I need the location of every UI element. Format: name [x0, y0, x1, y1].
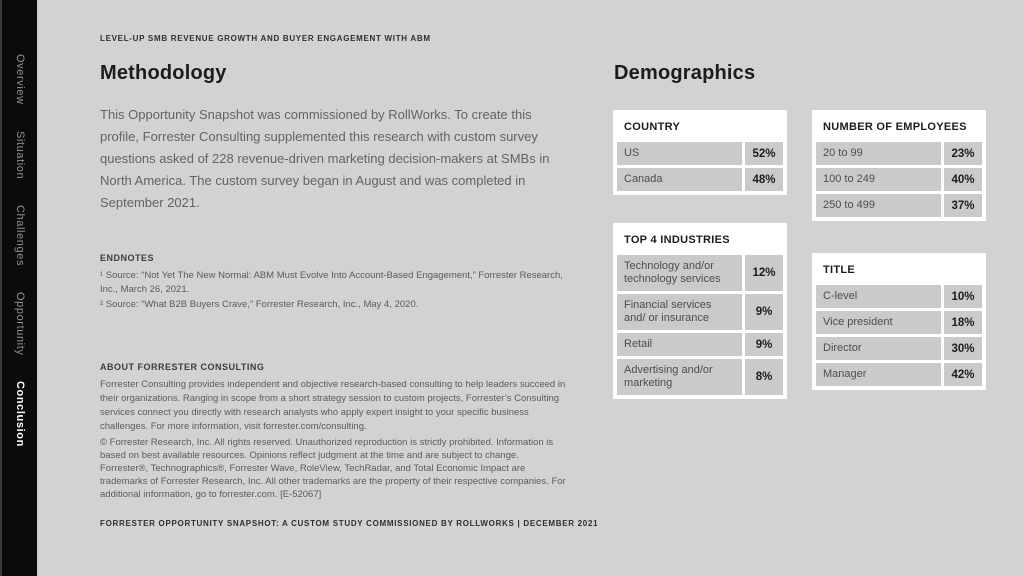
sidebar-item-opportunity[interactable]: Opportunity: [14, 291, 26, 356]
row-value: 48%: [745, 168, 783, 191]
about-forrester-heading: ABOUT FORRESTER CONSULTING: [100, 362, 265, 372]
row-value: 10%: [944, 285, 982, 308]
row-label: US: [617, 142, 742, 165]
row-label: Director: [816, 337, 941, 360]
row-label: Vice president: [816, 311, 941, 334]
row-label: 250 to 499: [816, 194, 941, 217]
row-value: 18%: [944, 311, 982, 334]
row-label: Advertising and/or marketing: [617, 359, 742, 395]
table-row: [617, 168, 783, 191]
title-table: [812, 253, 986, 390]
endnotes-heading: ENDNOTES: [100, 253, 155, 263]
table-row: [816, 311, 982, 334]
row-label: C-level: [816, 285, 941, 308]
demographics-heading: Demographics: [614, 62, 756, 84]
methodology-heading: Methodology: [100, 62, 227, 84]
table-row: [816, 363, 982, 386]
table-row: [617, 294, 783, 330]
row-value: 30%: [944, 337, 982, 360]
table-row: [617, 333, 783, 356]
sidebar-item-challenges[interactable]: Challenges: [14, 204, 26, 266]
row-value: 23%: [944, 142, 982, 165]
row-value: 12%: [745, 255, 783, 291]
employees-table: [812, 110, 986, 221]
table-row: [816, 337, 982, 360]
endnote-2: ² Source: “What B2B Buyers Crave,” Forrester Research, Inc., May 4, 2020.: [100, 299, 419, 310]
employees-table-header: NUMBER OF EMPLOYEES: [816, 114, 982, 139]
row-value: 40%: [944, 168, 982, 191]
row-value: 9%: [745, 294, 783, 330]
title-table-header: TITLE: [816, 257, 982, 282]
row-value: 37%: [944, 194, 982, 217]
sidebar-item-situation[interactable]: Situation: [14, 130, 26, 179]
row-label: 100 to 249: [816, 168, 941, 191]
country-table: [613, 110, 787, 195]
row-label: Financial services and/ or insurance: [617, 294, 742, 330]
table-row: [816, 285, 982, 308]
copyright-text: © Forrester Research, Inc. All rights reserved. Unauthorized reproduction is strictly prohibited. Information is based on best available resources. Opinions reflect judgment at the time and are subject to change. Forrester®, Technographics®, Forrester Wave, RoleView, TechRadar, and Total Economic Impact are trademarks of Forrester Research, Inc. All other trademarks are the property of their respective companies. For additional information, go to forrester.com. [E-52067]: [100, 437, 566, 500]
table-row: [816, 168, 982, 191]
endnote-1: ¹ Source: “Not Yet The New Normal: ABM Must Evolve Into Account-Based Engagement,” Forrester Research, Inc., March 26, 2021.: [100, 270, 563, 295]
row-label: Retail: [617, 333, 742, 356]
table-row: [816, 194, 982, 217]
table-row: [617, 359, 783, 395]
row-label: 20 to 99: [816, 142, 941, 165]
country-table-header: COUNTRY: [617, 114, 783, 139]
report-footer: FORRESTER OPPORTUNITY SNAPSHOT: A CUSTOM STUDY COMMISSIONED BY ROLLWORKS | DECEMBER 2021: [100, 519, 599, 528]
methodology-body-text: This Opportunity Snapshot was commissioned by RollWorks. To create this profile, Forrester Consulting supplemented this research with custom survey questions asked of 228 revenue-driven marketing decision-makers at SMBs in North America. The custom survey began in August and was completed in September 2021.: [100, 107, 550, 210]
row-value: 8%: [745, 359, 783, 395]
row-label: Manager: [816, 363, 941, 386]
about-forrester-text: Forrester Consulting provides independent and objective research-based consulting to help leaders succeed in their organizations. Ranging in scope from a short strategy session to custom projects, Forrester’s Consulting services connect you directly with research analysts who apply expert insight to your specific business challenges. For more information, visit forrester.com/consulting.: [100, 379, 566, 432]
table-row: [617, 142, 783, 165]
table-row: [816, 142, 982, 165]
row-label: Technology and/or technology services: [617, 255, 742, 291]
section-nav-sidebar: [0, 0, 37, 576]
sidebar-item-overview[interactable]: Overview: [14, 54, 26, 105]
row-label: Canada: [617, 168, 742, 191]
row-value: 9%: [745, 333, 783, 356]
industries-table: [613, 223, 787, 399]
row-value: 52%: [745, 142, 783, 165]
table-row: [617, 255, 783, 291]
sidebar-item-conclusion[interactable]: Conclusion: [14, 381, 26, 448]
report-eyebrow-title: LEVEL-UP SMB REVENUE GROWTH AND BUYER ENGAGEMENT WITH ABM: [100, 34, 431, 43]
row-value: 42%: [944, 363, 982, 386]
industries-table-header: TOP 4 INDUSTRIES: [617, 227, 783, 252]
